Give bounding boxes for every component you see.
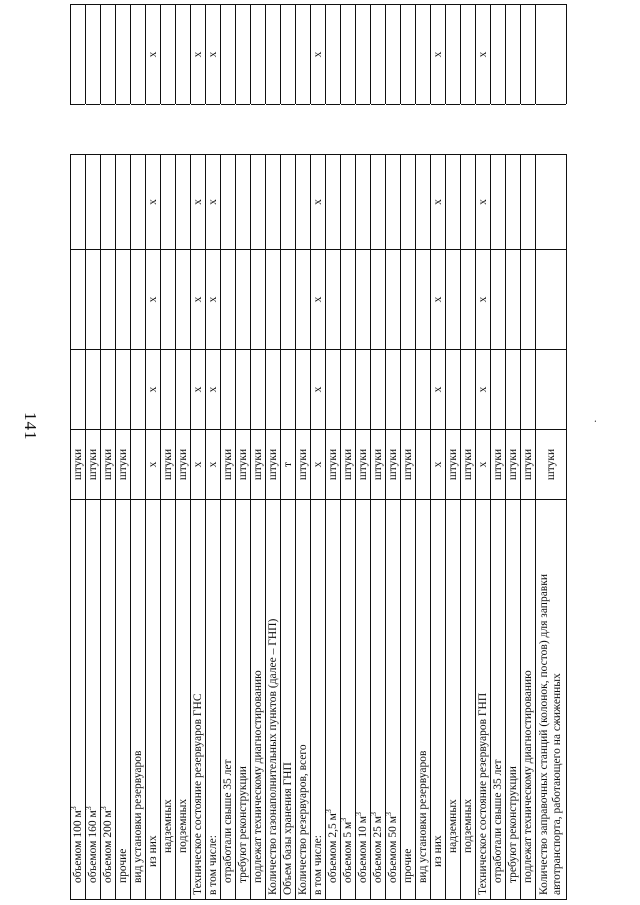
value-cell (266, 250, 281, 350)
row-label: объемом 2,5 $м^3$ (326, 500, 341, 900)
value-cell (326, 350, 341, 430)
table-row (461, 5, 476, 900)
unit-cell: х (146, 430, 161, 500)
table-row (206, 5, 221, 900)
table-row (266, 5, 281, 900)
row-label: вид установки резервуаров (416, 500, 431, 900)
table-row (281, 5, 296, 900)
value-cell (101, 5, 116, 105)
value-cell (416, 350, 431, 430)
table-row (251, 5, 266, 900)
value-cell (446, 250, 461, 350)
value-cell (446, 350, 461, 430)
table-row (431, 5, 446, 900)
value-cell (341, 350, 356, 430)
value-cell: х (191, 155, 206, 250)
value-cell (131, 155, 146, 250)
value-cell (236, 105, 251, 155)
value-cell (296, 350, 311, 430)
value-cell (266, 105, 281, 155)
value-cell (491, 250, 506, 350)
value-cell (326, 5, 341, 105)
value-cell (536, 105, 567, 155)
value-cell (326, 105, 341, 155)
row-label: прочие (116, 500, 131, 900)
value-cell (356, 350, 371, 430)
value-cell (71, 155, 86, 250)
value-cell (476, 105, 491, 155)
value-cell: х (206, 5, 221, 105)
value-cell (521, 105, 536, 155)
value-cell (506, 155, 521, 250)
value-cell (506, 250, 521, 350)
table-row (476, 5, 491, 900)
table-row (536, 5, 567, 900)
value-cell (86, 155, 101, 250)
value-cell (281, 250, 296, 350)
value-cell (236, 350, 251, 430)
value-cell: х (206, 350, 221, 430)
value-cell (371, 350, 386, 430)
unit-cell: штуки (71, 430, 86, 500)
value-cell (281, 105, 296, 155)
unit-cell (416, 430, 431, 500)
value-cell (386, 350, 401, 430)
value-cell (116, 250, 131, 350)
row-label: в том числе: (311, 500, 326, 900)
value-cell: х (191, 5, 206, 105)
table-row (71, 5, 86, 900)
value-cell (101, 250, 116, 350)
value-cell (386, 5, 401, 105)
value-cell (506, 105, 521, 155)
row-label: прочие (401, 500, 416, 900)
value-cell (491, 155, 506, 250)
value-cell (386, 155, 401, 250)
unit-cell: штуки (401, 430, 416, 500)
row-label: отработали свыше 35 лет (221, 500, 236, 900)
row-label: Количество резервуаров, всего (296, 500, 311, 900)
row-label: объемом 100 $м^3$ (71, 500, 86, 900)
row-label: отработали свыше 35 лет (491, 500, 506, 900)
table-row (371, 5, 386, 900)
table-row (131, 5, 146, 900)
value-cell (116, 155, 131, 250)
table-row (506, 5, 521, 900)
value-cell: х (431, 5, 446, 105)
statistics-table (70, 4, 567, 900)
value-cell (401, 350, 416, 430)
value-cell (371, 105, 386, 155)
value-cell (236, 155, 251, 250)
value-cell (461, 5, 476, 105)
value-cell (326, 250, 341, 350)
value-cell: х (191, 350, 206, 430)
table-row (401, 5, 416, 900)
value-cell (236, 250, 251, 350)
table-row (161, 5, 176, 900)
unit-cell: штуки (86, 430, 101, 500)
unit-cell (131, 430, 146, 500)
value-cell (356, 250, 371, 350)
value-cell (161, 350, 176, 430)
table-row (356, 5, 371, 900)
value-cell (356, 5, 371, 105)
value-cell (116, 350, 131, 430)
value-cell (326, 155, 341, 250)
value-cell (461, 250, 476, 350)
value-cell (206, 105, 221, 155)
table-row (311, 5, 326, 900)
value-cell: х (476, 155, 491, 250)
unit-cell: штуки (491, 430, 506, 500)
value-cell (221, 105, 236, 155)
unit-cell: штуки (221, 430, 236, 500)
value-cell (71, 250, 86, 350)
page-number: 141 (21, 412, 40, 441)
unit-cell: штуки (236, 430, 251, 500)
unit-cell: штуки (101, 430, 116, 500)
value-cell: х (206, 250, 221, 350)
value-cell (296, 105, 311, 155)
value-cell (416, 5, 431, 105)
value-cell (446, 105, 461, 155)
value-cell: х (191, 250, 206, 350)
rotated-document-page (70, 0, 640, 905)
table-row (491, 5, 506, 900)
value-cell (386, 105, 401, 155)
value-cell: х (476, 5, 491, 105)
value-cell (446, 5, 461, 105)
value-cell: х (146, 5, 161, 105)
row-label: объемом 5 $м^3$ (341, 500, 356, 900)
scan-mark: · (590, 419, 602, 423)
value-cell (461, 155, 476, 250)
value-cell (311, 105, 326, 155)
value-cell (416, 105, 431, 155)
row-label: подлежат техническому диагностированию (251, 500, 266, 900)
value-cell (101, 155, 116, 250)
value-cell (221, 155, 236, 250)
unit-cell: штуки (446, 430, 461, 500)
unit-cell: штуки (386, 430, 401, 500)
row-label: надземных (161, 500, 176, 900)
table-row (116, 5, 131, 900)
value-cell (401, 155, 416, 250)
value-cell (176, 5, 191, 105)
value-cell (161, 155, 176, 250)
unit-cell: штуки (296, 430, 311, 500)
value-cell (371, 250, 386, 350)
value-cell (461, 350, 476, 430)
row-label: Количество газонаполнительных пунктов (далее – ГНП) (266, 500, 281, 900)
table-row (521, 5, 536, 900)
row-label: в том числе: (206, 500, 221, 900)
value-cell (341, 250, 356, 350)
value-cell (386, 250, 401, 350)
value-cell (251, 155, 266, 250)
row-label: подземных (176, 500, 191, 900)
row-label: объемом 160 $м^3$ (86, 500, 101, 900)
row-label: объемом 200 $м^3$ (101, 500, 116, 900)
value-cell (86, 105, 101, 155)
row-label: из них (431, 500, 446, 900)
value-cell (71, 105, 86, 155)
value-cell (446, 155, 461, 250)
value-cell (221, 5, 236, 105)
value-cell (371, 155, 386, 250)
unit-cell: штуки (371, 430, 386, 500)
value-cell (86, 250, 101, 350)
row-label: объемом 50 $м^3$ (386, 500, 401, 900)
unit-cell: штуки (521, 430, 536, 500)
value-cell: х (311, 350, 326, 430)
unit-cell: х (476, 430, 491, 500)
value-cell (101, 350, 116, 430)
value-cell (251, 105, 266, 155)
value-cell: х (311, 250, 326, 350)
table-row (86, 5, 101, 900)
value-cell (116, 105, 131, 155)
value-cell (461, 105, 476, 155)
value-cell (86, 350, 101, 430)
value-cell: х (431, 250, 446, 350)
value-cell (131, 105, 146, 155)
value-cell (281, 155, 296, 250)
row-label: Техническое состояние резервуаров ГНП (476, 500, 491, 900)
value-cell (356, 155, 371, 250)
value-cell (281, 5, 296, 105)
value-cell (266, 5, 281, 105)
unit-cell: штуки (161, 430, 176, 500)
row-label: из них (146, 500, 161, 900)
unit-cell: х (311, 430, 326, 500)
table-row (101, 5, 116, 900)
row-label: объемом 10 $м^3$ (356, 500, 371, 900)
unit-cell: штуки (251, 430, 266, 500)
unit-cell: х (206, 430, 221, 500)
value-cell (266, 350, 281, 430)
value-cell (416, 250, 431, 350)
row-label: подлежат техническому диагностированию (521, 500, 536, 900)
unit-cell: штуки (536, 430, 567, 500)
value-cell (191, 105, 206, 155)
value-cell (131, 250, 146, 350)
value-cell (116, 5, 131, 105)
value-cell (491, 350, 506, 430)
value-cell (266, 155, 281, 250)
value-cell (236, 5, 251, 105)
value-cell (251, 250, 266, 350)
value-cell: х (431, 350, 446, 430)
value-cell (341, 155, 356, 250)
table-row (221, 5, 236, 900)
unit-cell: х (191, 430, 206, 500)
value-cell (536, 350, 567, 430)
row-label: вид установки резервуаров (131, 500, 146, 900)
unit-cell: штуки (176, 430, 191, 500)
table-row (146, 5, 161, 900)
table-row (296, 5, 311, 900)
value-cell: х (311, 5, 326, 105)
table-row (446, 5, 461, 900)
value-cell (536, 5, 567, 105)
value-cell (296, 155, 311, 250)
table-row (386, 5, 401, 900)
value-cell (356, 105, 371, 155)
value-cell: х (206, 155, 221, 250)
unit-cell: х (431, 430, 446, 500)
unit-cell: штуки (341, 430, 356, 500)
value-cell (521, 5, 536, 105)
value-cell (416, 155, 431, 250)
value-cell (521, 350, 536, 430)
value-cell (341, 105, 356, 155)
value-cell (251, 350, 266, 430)
row-label: подземных (461, 500, 476, 900)
value-cell (296, 5, 311, 105)
value-cell (161, 250, 176, 350)
value-cell (401, 250, 416, 350)
value-cell (536, 250, 567, 350)
unit-cell: т (281, 430, 296, 500)
value-cell (281, 350, 296, 430)
value-cell: х (146, 155, 161, 250)
value-cell (131, 350, 146, 430)
value-cell (431, 105, 446, 155)
value-cell (71, 5, 86, 105)
row-label: Объем базы хранения ГНП (281, 500, 296, 900)
value-cell (176, 350, 191, 430)
value-cell: х (476, 250, 491, 350)
table-row (176, 5, 191, 900)
value-cell: х (146, 250, 161, 350)
value-cell (221, 350, 236, 430)
row-label: требуют реконструкции (506, 500, 521, 900)
table-row (191, 5, 206, 900)
value-cell (341, 5, 356, 105)
table-row (341, 5, 356, 900)
row-label: Техническое состояние резервуаров ГНС (191, 500, 206, 900)
value-cell (401, 5, 416, 105)
value-cell (161, 105, 176, 155)
value-cell (491, 105, 506, 155)
value-cell (491, 5, 506, 105)
row-label: Количество заправочных станций (колонок, постов) для заправки автотранспорта, работающего на сжиженных (536, 500, 567, 900)
value-cell (221, 250, 236, 350)
row-label: надземных (446, 500, 461, 900)
value-cell (131, 5, 146, 105)
value-cell (536, 155, 567, 250)
unit-cell: штуки (356, 430, 371, 500)
value-cell (101, 105, 116, 155)
unit-cell: штуки (116, 430, 131, 500)
value-cell (146, 105, 161, 155)
unit-cell: штуки (326, 430, 341, 500)
value-cell (521, 155, 536, 250)
value-cell (521, 250, 536, 350)
row-label: требуют реконструкции (236, 500, 251, 900)
value-cell: х (476, 350, 491, 430)
value-cell (176, 105, 191, 155)
table-row (326, 5, 341, 900)
row-label: объемом 25 $м^3$ (371, 500, 386, 900)
value-cell (296, 250, 311, 350)
value-cell: х (311, 155, 326, 250)
value-cell (86, 5, 101, 105)
value-cell: х (431, 155, 446, 250)
value-cell (71, 350, 86, 430)
table-row (416, 5, 431, 900)
unit-cell: штуки (461, 430, 476, 500)
value-cell (506, 350, 521, 430)
value-cell (161, 5, 176, 105)
value-cell (371, 5, 386, 105)
value-cell (251, 5, 266, 105)
value-cell (401, 105, 416, 155)
unit-cell: штуки (266, 430, 281, 500)
table-row (236, 5, 251, 900)
value-cell (506, 5, 521, 105)
value-cell (176, 155, 191, 250)
value-cell: х (146, 350, 161, 430)
value-cell (176, 250, 191, 350)
unit-cell: штуки (506, 430, 521, 500)
